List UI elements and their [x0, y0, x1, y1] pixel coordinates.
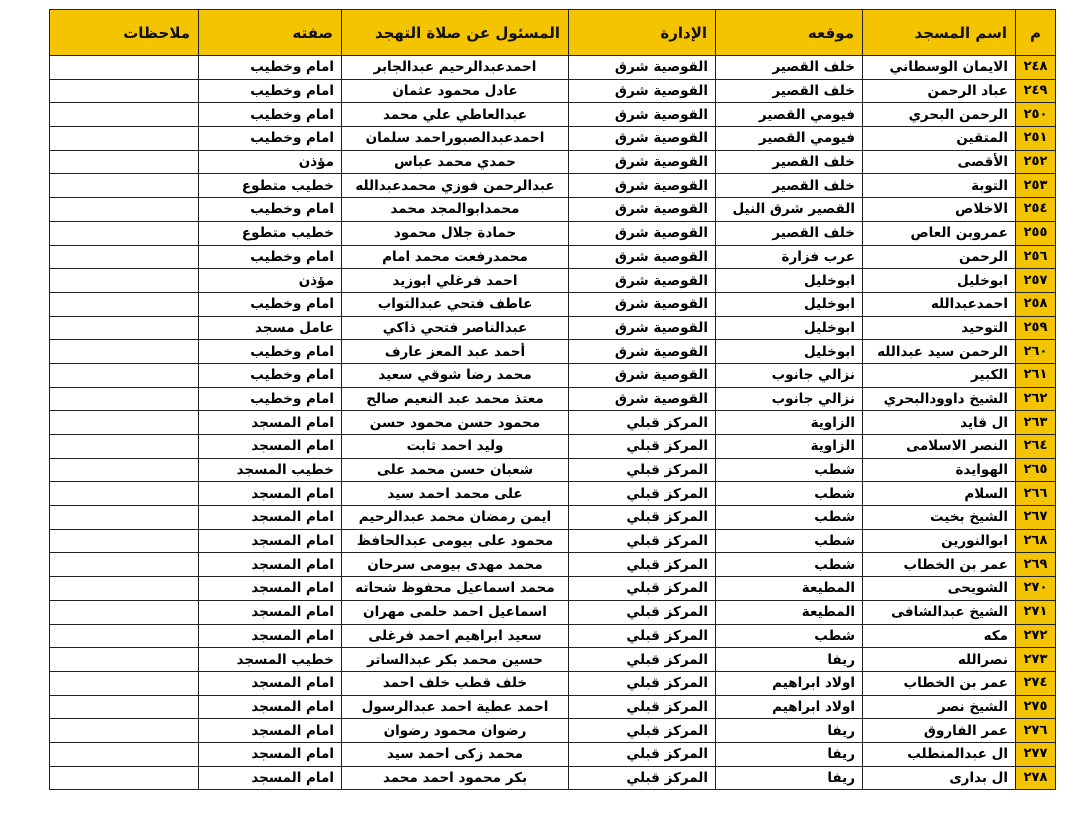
table-row: [50, 482, 1056, 506]
cell-mosque-name: التوحيد: [863, 316, 1016, 340]
cell-notes: [50, 435, 199, 459]
table-row: [50, 766, 1056, 790]
table-row: [50, 695, 1056, 719]
cell-responsible: حمادة جلال محمود: [342, 221, 569, 245]
cell-administration: القوصية شرق: [569, 56, 716, 80]
cell-role: امام المسجد: [199, 577, 342, 601]
table-row: [50, 79, 1056, 103]
cell-num: ٢٦٩: [1016, 553, 1056, 577]
cell-notes: [50, 411, 199, 435]
cell-location: ريفا: [716, 648, 863, 672]
cell-location: ابوخليل: [716, 269, 863, 293]
cell-administration: المركز قبلي: [569, 671, 716, 695]
cell-location: خلف القصير: [716, 56, 863, 80]
cell-role: خطيب متطوع: [199, 174, 342, 198]
cell-location: شطب: [716, 553, 863, 577]
cell-mosque-name: عمر بن الخطاب: [863, 671, 1016, 695]
cell-location: اولاد ابراهيم: [716, 671, 863, 695]
cell-role: امام المسجد: [199, 411, 342, 435]
cell-responsible: محمود حسن محمود حسن: [342, 411, 569, 435]
cell-notes: [50, 221, 199, 245]
cell-mosque-name: الاخلاص: [863, 198, 1016, 222]
cell-notes: [50, 269, 199, 293]
cell-num: ٢٥٣: [1016, 174, 1056, 198]
cell-location: ابوخليل: [716, 340, 863, 364]
table-row: [50, 363, 1056, 387]
cell-num: ٢٧٢: [1016, 624, 1056, 648]
cell-administration: المركز قبلي: [569, 411, 716, 435]
table-row: [50, 577, 1056, 601]
table-row: [50, 150, 1056, 174]
cell-administration: القوصية شرق: [569, 363, 716, 387]
cell-num: ٢٦٠: [1016, 340, 1056, 364]
cell-location: عرب فزارة: [716, 245, 863, 269]
cell-num: ٢٤٨: [1016, 56, 1056, 80]
cell-notes: [50, 506, 199, 530]
cell-notes: [50, 600, 199, 624]
table-row: [50, 600, 1056, 624]
cell-administration: القوصية شرق: [569, 103, 716, 127]
cell-location: فيومي القصير: [716, 127, 863, 151]
cell-notes: [50, 742, 199, 766]
cell-num: ٢٦٨: [1016, 529, 1056, 553]
cell-role: امام وخطيب: [199, 79, 342, 103]
cell-responsible: رضوان محمود رضوان: [342, 719, 569, 743]
cell-role: امام وخطيب: [199, 103, 342, 127]
cell-administration: القوصية شرق: [569, 245, 716, 269]
cell-mosque-name: ال قايد: [863, 411, 1016, 435]
cell-administration: القوصية شرق: [569, 79, 716, 103]
table-row: [50, 648, 1056, 672]
cell-role: امام المسجد: [199, 624, 342, 648]
cell-responsible: على محمد احمد سيد: [342, 482, 569, 506]
cell-mosque-name: ال بدارى: [863, 766, 1016, 790]
cell-administration: المركز قبلي: [569, 695, 716, 719]
table-row: [50, 292, 1056, 316]
cell-num: ٢٦٧: [1016, 506, 1056, 530]
cell-responsible: محمد اسماعيل محفوظ شحاته: [342, 577, 569, 601]
cell-location: نزالي جانوب: [716, 387, 863, 411]
cell-notes: [50, 198, 199, 222]
cell-notes: [50, 695, 199, 719]
cell-responsible: محمدابوالمجد محمد: [342, 198, 569, 222]
cell-administration: القوصية شرق: [569, 198, 716, 222]
cell-responsible: محمد رضا شوقي سعيد: [342, 363, 569, 387]
cell-administration: المركز قبلي: [569, 719, 716, 743]
cell-location: القصير شرق النيل: [716, 198, 863, 222]
cell-administration: المركز قبلي: [569, 435, 716, 459]
cell-num: ٢٥٩: [1016, 316, 1056, 340]
cell-mosque-name: عمر الفاروق: [863, 719, 1016, 743]
cell-mosque-name: الكبير: [863, 363, 1016, 387]
cell-mosque-name: الشويحى: [863, 577, 1016, 601]
cell-num: ٢٧١: [1016, 600, 1056, 624]
cell-role: امام المسجد: [199, 742, 342, 766]
cell-mosque-name: المتقين: [863, 127, 1016, 151]
cell-role: امام وخطيب: [199, 56, 342, 80]
cell-mosque-name: الهوايدة: [863, 458, 1016, 482]
cell-num: ٢٧٧: [1016, 742, 1056, 766]
cell-num: ٢٧٨: [1016, 766, 1056, 790]
table-row: [50, 174, 1056, 198]
cell-responsible: بكر محمود احمد محمد: [342, 766, 569, 790]
table-row: [50, 103, 1056, 127]
cell-num: ٢٥٠: [1016, 103, 1056, 127]
cell-responsible: أحمد عبد المعز عارف: [342, 340, 569, 364]
cell-num: ٢٥١: [1016, 127, 1056, 151]
table-row: [50, 435, 1056, 459]
cell-administration: المركز قبلي: [569, 624, 716, 648]
cell-notes: [50, 56, 199, 80]
header-num: م: [1016, 10, 1056, 56]
cell-role: امام المسجد: [199, 695, 342, 719]
cell-role: خطيب المسجد: [199, 458, 342, 482]
cell-location: المطيعة: [716, 577, 863, 601]
cell-mosque-name: الشيخ بخيت: [863, 506, 1016, 530]
cell-administration: المركز قبلي: [569, 506, 716, 530]
table-row: [50, 340, 1056, 364]
cell-notes: [50, 671, 199, 695]
cell-location: نزالي جانوب: [716, 363, 863, 387]
cell-notes: [50, 292, 199, 316]
cell-num: ٢٦٦: [1016, 482, 1056, 506]
cell-notes: [50, 127, 199, 151]
cell-role: خطيب متطوع: [199, 221, 342, 245]
cell-notes: [50, 150, 199, 174]
cell-notes: [50, 245, 199, 269]
cell-notes: [50, 529, 199, 553]
cell-notes: [50, 482, 199, 506]
cell-administration: المركز قبلي: [569, 577, 716, 601]
cell-mosque-name: ابوخليل: [863, 269, 1016, 293]
cell-mosque-name: الايمان الوسطاني: [863, 56, 1016, 80]
cell-notes: [50, 340, 199, 364]
cell-mosque-name: عباد الرحمن: [863, 79, 1016, 103]
table-row: [50, 529, 1056, 553]
cell-num: ٢٥٦: [1016, 245, 1056, 269]
cell-administration: المركز قبلي: [569, 648, 716, 672]
cell-location: شطب: [716, 506, 863, 530]
table-row: [50, 316, 1056, 340]
cell-administration: المركز قبلي: [569, 553, 716, 577]
cell-location: المطيعة: [716, 600, 863, 624]
table-row: [50, 624, 1056, 648]
cell-mosque-name: الرحمن: [863, 245, 1016, 269]
table-row: [50, 742, 1056, 766]
cell-mosque-name: عمروبن العاص: [863, 221, 1016, 245]
cell-administration: القوصية شرق: [569, 387, 716, 411]
table-row: [50, 458, 1056, 482]
cell-notes: [50, 174, 199, 198]
cell-role: امام المسجد: [199, 435, 342, 459]
cell-role: امام وخطيب: [199, 127, 342, 151]
cell-location: شطب: [716, 529, 863, 553]
cell-administration: المركز قبلي: [569, 600, 716, 624]
cell-location: شطب: [716, 624, 863, 648]
cell-role: امام وخطيب: [199, 292, 342, 316]
cell-responsible: احمدعبدالصبوراحمد سلمان: [342, 127, 569, 151]
cell-location: الزاوية: [716, 411, 863, 435]
cell-role: امام وخطيب: [199, 363, 342, 387]
cell-role: امام المسجد: [199, 600, 342, 624]
cell-notes: [50, 103, 199, 127]
cell-administration: القوصية شرق: [569, 174, 716, 198]
cell-responsible: اسماعيل احمد حلمى مهران: [342, 600, 569, 624]
cell-notes: [50, 79, 199, 103]
cell-responsible: عبدالناصر فتحي ذاكي: [342, 316, 569, 340]
cell-notes: [50, 553, 199, 577]
cell-location: شطب: [716, 482, 863, 506]
cell-responsible: خلف قطب خلف احمد: [342, 671, 569, 695]
cell-notes: [50, 648, 199, 672]
cell-responsible: عادل محمود عثمان: [342, 79, 569, 103]
cell-administration: القوصية شرق: [569, 127, 716, 151]
cell-mosque-name: التوبة: [863, 174, 1016, 198]
table-row: [50, 553, 1056, 577]
cell-responsible: وليد احمد ثابت: [342, 435, 569, 459]
cell-notes: [50, 458, 199, 482]
cell-role: امام وخطيب: [199, 245, 342, 269]
header-administration: الإدارة: [569, 10, 716, 56]
cell-mosque-name: الرحمن سيد عبدالله: [863, 340, 1016, 364]
cell-num: ٢٥٥: [1016, 221, 1056, 245]
cell-mosque-name: الشيخ عبدالشافى: [863, 600, 1016, 624]
cell-location: ريفا: [716, 766, 863, 790]
cell-administration: القوصية شرق: [569, 340, 716, 364]
cell-responsible: محمد زكى احمد سيد: [342, 742, 569, 766]
cell-role: امام المسجد: [199, 671, 342, 695]
cell-num: ٢٧٥: [1016, 695, 1056, 719]
cell-administration: القوصية شرق: [569, 150, 716, 174]
cell-location: ريفا: [716, 719, 863, 743]
cell-location: خلف القصير: [716, 174, 863, 198]
cell-role: مؤذن: [199, 269, 342, 293]
cell-responsible: عاطف فتحي عبدالتواب: [342, 292, 569, 316]
cell-responsible: حمدي محمد عباس: [342, 150, 569, 174]
cell-num: ٢٤٩: [1016, 79, 1056, 103]
cell-num: ٢٥٧: [1016, 269, 1056, 293]
cell-role: امام المسجد: [199, 719, 342, 743]
cell-mosque-name: الشيخ نصر: [863, 695, 1016, 719]
cell-role: خطيب المسجد: [199, 648, 342, 672]
cell-responsible: محمدرفعت محمد امام: [342, 245, 569, 269]
cell-notes: [50, 766, 199, 790]
cell-num: ٢٥٢: [1016, 150, 1056, 174]
cell-mosque-name: ابوالنورين: [863, 529, 1016, 553]
cell-num: ٢٦٤: [1016, 435, 1056, 459]
cell-responsible: حسين محمد بكر عبدالساتر: [342, 648, 569, 672]
cell-administration: المركز قبلي: [569, 482, 716, 506]
cell-administration: المركز قبلي: [569, 529, 716, 553]
cell-responsible: ايمن رمضان محمد عبدالرحيم: [342, 506, 569, 530]
cell-administration: المركز قبلي: [569, 458, 716, 482]
table-body: [50, 56, 1056, 790]
cell-responsible: عبدالعاطي علي محمد: [342, 103, 569, 127]
cell-mosque-name: الأقصى: [863, 150, 1016, 174]
header-row: [50, 10, 1056, 56]
cell-administration: القوصية شرق: [569, 316, 716, 340]
header-notes: ملاحظات: [50, 10, 199, 56]
cell-num: ٢٦٢: [1016, 387, 1056, 411]
cell-num: ٢٥٤: [1016, 198, 1056, 222]
cell-role: امام وخطيب: [199, 198, 342, 222]
table-row: [50, 719, 1056, 743]
cell-location: الزاوية: [716, 435, 863, 459]
cell-responsible: شعبان حسن محمد على: [342, 458, 569, 482]
cell-mosque-name: مكه: [863, 624, 1016, 648]
table-row: [50, 127, 1056, 151]
cell-role: امام وخطيب: [199, 340, 342, 364]
cell-num: ٢٧٠: [1016, 577, 1056, 601]
cell-responsible: معتذ محمد عبد النعيم صالح: [342, 387, 569, 411]
cell-mosque-name: نصرالله: [863, 648, 1016, 672]
cell-location: اولاد ابراهيم: [716, 695, 863, 719]
cell-notes: [50, 363, 199, 387]
table-row: [50, 387, 1056, 411]
cell-location: شطب: [716, 458, 863, 482]
cell-mosque-name: السلام: [863, 482, 1016, 506]
cell-notes: [50, 316, 199, 340]
cell-responsible: احمد عطية احمد عبدالرسول: [342, 695, 569, 719]
cell-location: ابوخليل: [716, 316, 863, 340]
mosque-table: [49, 9, 1056, 790]
header-role: صفته: [199, 10, 342, 56]
cell-responsible: محمد مهدى بيومى سرحان: [342, 553, 569, 577]
cell-mosque-name: الرحمن البحري: [863, 103, 1016, 127]
table-row: [50, 56, 1056, 80]
cell-role: عامل مسجد: [199, 316, 342, 340]
cell-location: خلف القصير: [716, 221, 863, 245]
cell-role: مؤذن: [199, 150, 342, 174]
cell-num: ٢٥٨: [1016, 292, 1056, 316]
cell-num: ٢٧٣: [1016, 648, 1056, 672]
cell-num: ٢٦٥: [1016, 458, 1056, 482]
cell-location: خلف القصير: [716, 79, 863, 103]
cell-location: فيومي القصير: [716, 103, 863, 127]
table-row: [50, 198, 1056, 222]
cell-responsible: عبدالرحمن فوزي محمدعبدالله: [342, 174, 569, 198]
cell-mosque-name: الشيخ داوودالبحري: [863, 387, 1016, 411]
cell-administration: القوصية شرق: [569, 269, 716, 293]
cell-administration: المركز قبلي: [569, 766, 716, 790]
cell-responsible: محمود على بيومى عبدالحافظ: [342, 529, 569, 553]
table-row: [50, 221, 1056, 245]
cell-notes: [50, 624, 199, 648]
cell-responsible: احمدعبدالرحيم عبدالجابر: [342, 56, 569, 80]
table-row: [50, 671, 1056, 695]
table-row: [50, 506, 1056, 530]
mosque-table-sheet: [49, 9, 1055, 790]
cell-mosque-name: ال عبدالمنطلب: [863, 742, 1016, 766]
cell-location: خلف القصير: [716, 150, 863, 174]
header-location: موقعه: [716, 10, 863, 56]
cell-role: امام المسجد: [199, 482, 342, 506]
cell-role: امام المسجد: [199, 529, 342, 553]
cell-mosque-name: عمر بن الخطاب: [863, 553, 1016, 577]
cell-location: ريفا: [716, 742, 863, 766]
table-row: [50, 411, 1056, 435]
cell-mosque-name: احمدعبدالله: [863, 292, 1016, 316]
cell-mosque-name: النصر الاسلامى: [863, 435, 1016, 459]
cell-administration: القوصية شرق: [569, 221, 716, 245]
cell-administration: القوصية شرق: [569, 292, 716, 316]
table-row: [50, 269, 1056, 293]
cell-notes: [50, 387, 199, 411]
cell-role: امام المسجد: [199, 766, 342, 790]
cell-location: ابوخليل: [716, 292, 863, 316]
cell-role: امام وخطيب: [199, 387, 342, 411]
cell-num: ٢٧٤: [1016, 671, 1056, 695]
cell-num: ٢٧٦: [1016, 719, 1056, 743]
cell-administration: المركز قبلي: [569, 742, 716, 766]
cell-role: امام المسجد: [199, 553, 342, 577]
cell-responsible: سعيد ابراهيم احمد فرغلى: [342, 624, 569, 648]
cell-num: ٢٦٣: [1016, 411, 1056, 435]
cell-responsible: احمد فرغلي ابوزيد: [342, 269, 569, 293]
header-responsible: المسئول عن صلاة التهجد: [342, 10, 569, 56]
table-row: [50, 245, 1056, 269]
cell-notes: [50, 719, 199, 743]
cell-role: امام المسجد: [199, 506, 342, 530]
cell-notes: [50, 577, 199, 601]
header-mosque-name: اسم المسجد: [863, 10, 1016, 56]
cell-num: ٢٦١: [1016, 363, 1056, 387]
